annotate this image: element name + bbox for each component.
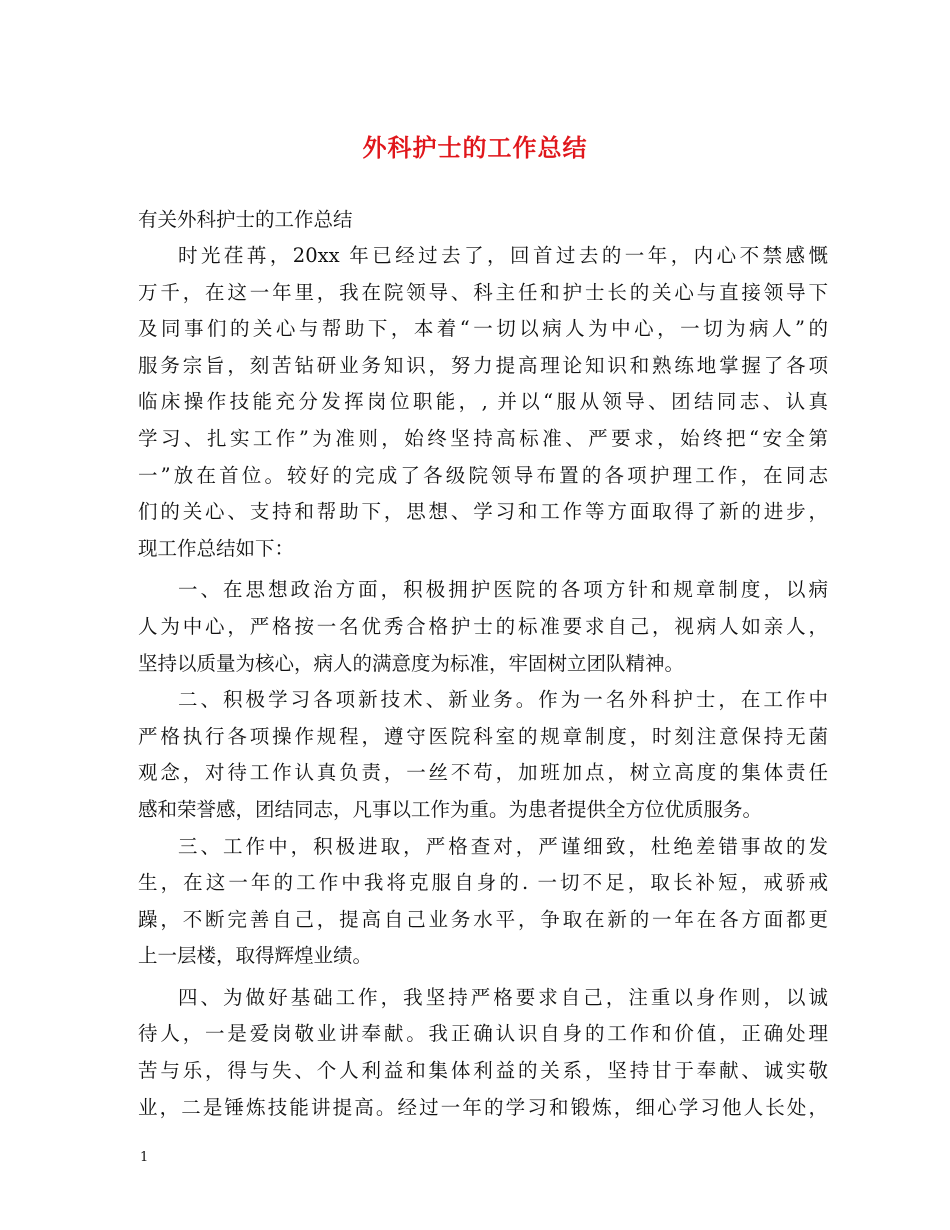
paragraph-line: 们的关心、支持和帮助下，思想、学习和工作等方面取得了新的进步， [138,500,828,524]
paragraph-line: 三、工作中，积极进取，严格查对，严谨细致，杜绝差错事故的发 [178,834,828,858]
paragraph [138,572,828,682]
paragraph-line: 时光荏苒，20xx 年已经过去了，回首过去的一年，内心不禁感慨 [178,244,828,267]
paragraph-line: 生，在这一年的工作中我将克服自身的. 一切不足，取长补短，戒骄戒 [138,871,828,895]
paragraph-line: 四、为做好基础工作，我坚持严格要求自己，注重以身作则，以诚 [178,985,828,1009]
paragraph-line: 业，二是锤炼技能讲提高。经过一年的学习和锻炼，细心学习他人长处， [138,1095,828,1119]
document-body [138,238,828,1126]
paragraph-line: 一、在思想政治方面，积极拥护医院的各项方针和规章制度，以病 [178,578,828,602]
paragraph-line: 人为中心，严格按一名优秀合格护士的标准要求自己，视病人如亲人， [138,614,828,638]
paragraph-line: 服务宗旨，刻苦钻研业务知识，努力提高理论知识和熟练地掌握了各项 [138,353,828,377]
paragraph [138,980,828,1126]
page-number: 1 [140,1150,149,1165]
document-title: 外科护士的工作总结 [362,133,588,162]
document-subtitle: 有关外科护士的工作总结 [138,208,353,231]
paragraph-line: 待人，一是爱岗敬业讲奉献。我正确认识自身的工作和价值，正确处理 [138,1022,828,1046]
paragraph-line: 观念，对待工作认真负责，一丝不苟，加班加点，树立高度的集体责任 [138,761,828,785]
paragraph-line: 临床操作技能充分发挥岗位职能，, 并以“服从领导、团结同志、认真 [138,390,828,414]
paragraph-line: 躁，不断完善自己，提高自己业务水平，争取在新的一年在各方面都更 [138,907,828,931]
paragraph-line: 及同事们的关心与帮助下，本着“一切以病人为中心，一切为病人”的 [138,317,828,341]
paragraph-line: 苦与乐，得与失、个人利益和集体利益的关系，坚持甘于奉献、诚实敬 [138,1059,828,1083]
paragraph-line: 万千，在这一年里，我在院领导、科主任和护士长的关心与直接领导下 [138,280,828,304]
paragraph-line: 上一层楼，取得辉煌业绩。 [138,944,373,968]
paragraph [138,829,828,975]
paragraph-line: 坚持以质量为核心，病人的满意度为标准，牢固树立团队精神。 [138,651,685,675]
paragraph-line: 现工作总结如下： [138,536,295,560]
paragraph-line: 学习、扎实工作”为准则，始终坚持高标准、严要求，始终把“安全第 [138,426,828,450]
paragraph [138,682,828,828]
paragraph-line: 严格执行各项操作规程，遵守医院科室的规章制度，时刻注意保持无菌 [138,724,828,748]
paragraph-line: 二、积极学习各项新技术、新业务。作为一名外科护士，在工作中 [178,688,828,712]
paragraph-line: 感和荣誉感，团结同志，凡事以工作为重。为患者提供全方位优质服务。 [138,797,763,821]
paragraph [138,238,828,567]
paragraph-line: 一”放在首位。较好的完成了各级院领导布置的各项护理工作，在同志 [138,463,828,487]
